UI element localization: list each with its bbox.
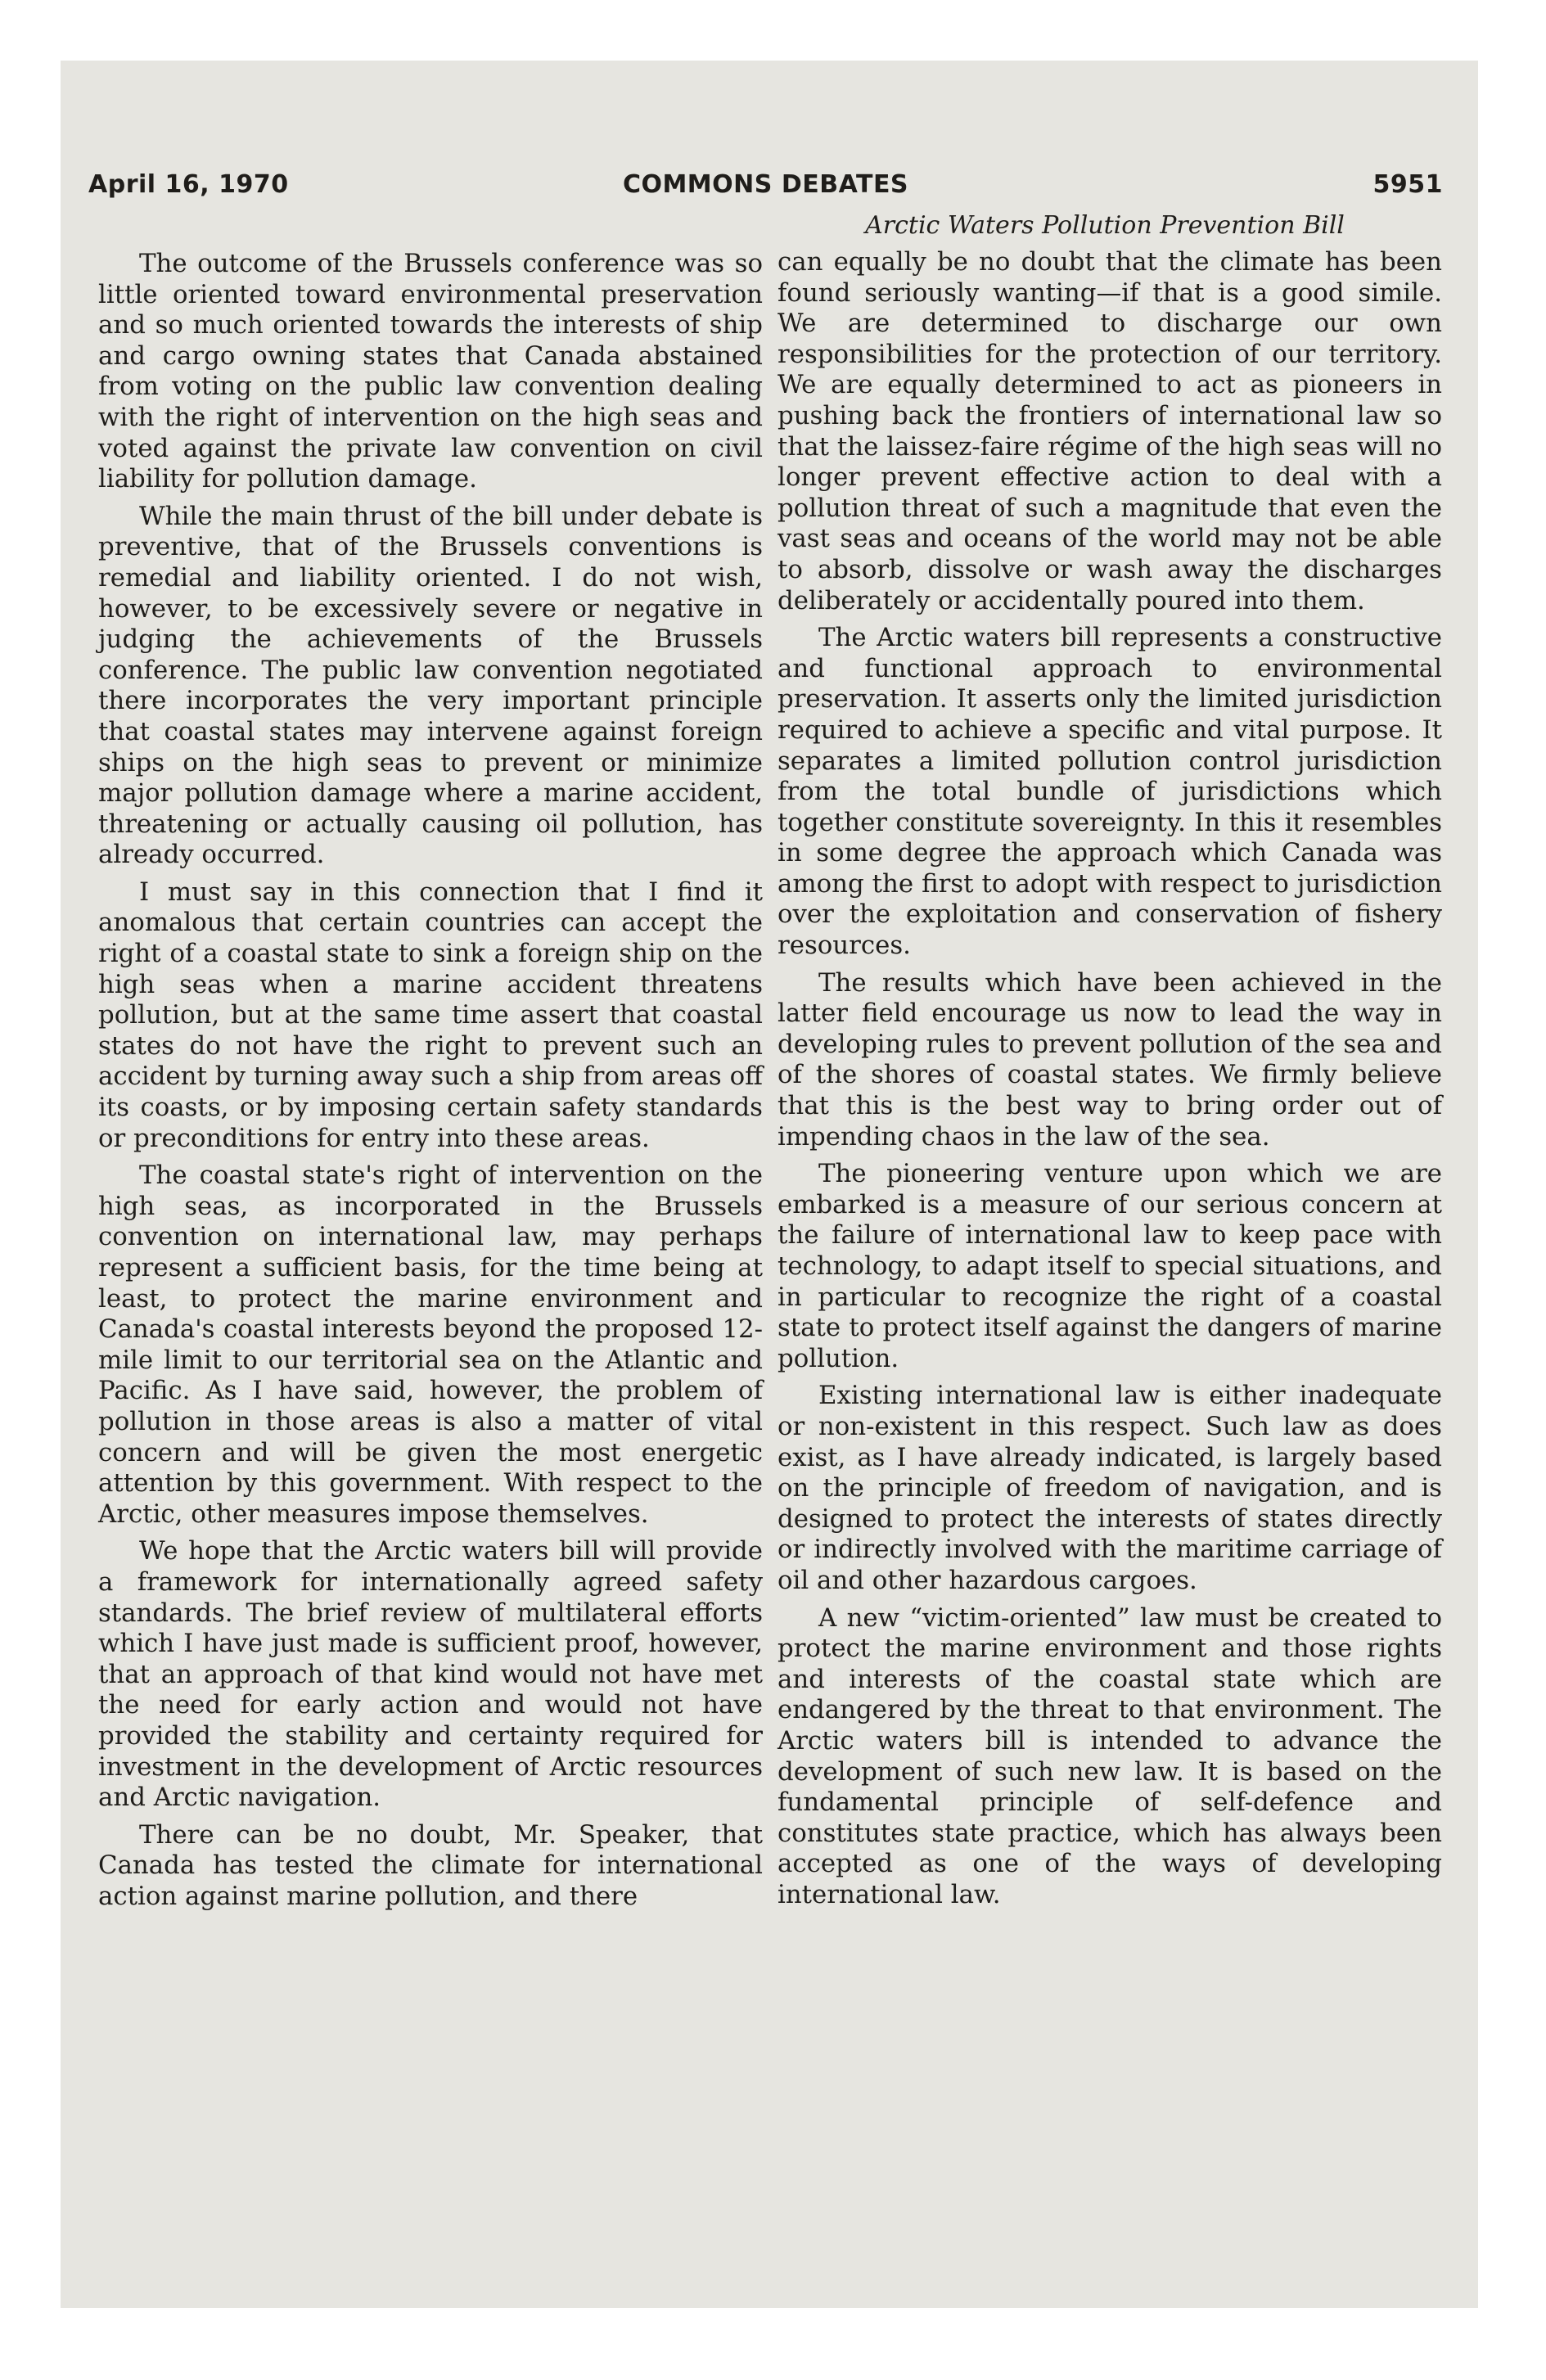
paragraph: The outcome of the Brussels conference was so little oriented toward environmental preservation and so much oriented towards the interests of ship and cargo owning states that Canada abstained from voting on the public law convention dealing with the right of intervention on the high seas and voted against the private law convention on civil liability for pollution damage.: [98, 249, 763, 494]
page-header: [88, 170, 1443, 211]
paragraph: The Arctic waters bill represents a constructive and functional approach to environmental preservation. It asserts only the limited jurisdiction required to achieve a specific and vital purpose. It separates a limited pollution control jurisdiction from the total bundle of jurisdictions which together constitute sovereignty. In this it resembles in some degree the approach which Canada was among the first to adopt with respect to jurisdiction over the exploitation and conservation of fishery resources.: [778, 623, 1442, 961]
right-column: [778, 247, 1442, 1917]
paragraph: Existing international law is either inadequate or non-existent in this respect. Such law as does exist, as I have already indicated, is largely based on the principle of freedom of navigation, and is designed to protect the interests of states directly or indirectly involved with the maritime carriage of oil and other hazardous cargoes.: [778, 1381, 1442, 1595]
paragraph: I must say in this connection that I find it anomalous that certain countries can accept the right of a coastal state to sink a foreign ship on the high seas when a marine accident threatens pollution, but at the same time assert that coastal states do not have the right to prevent such an accident by turning away such a ship from areas off its coasts, or by imposing certain safety standards or preconditions for entry into these areas.: [98, 877, 763, 1153]
paragraph: We hope that the Arctic waters bill will provide a framework for internationally agreed safety standards. The brief review of multilateral efforts which I have just made is sufficient proof, however, that an approach of that kind would not have met the need for early action and would not have provided the stability and certainty required for investment in the development of Arctic resources and Arctic navigation.: [98, 1536, 763, 1813]
header-title: COMMONS DEBATES: [622, 170, 909, 199]
paragraph: There can be no doubt, Mr. Speaker, that Canada has tested the climate for international action against marine pollution, and there: [98, 1819, 763, 1911]
header-page-number: 5951: [1372, 170, 1443, 199]
left-column: [98, 249, 763, 1918]
header-date: April 16, 1970: [88, 170, 289, 199]
paragraph: The results which have been achieved in the latter field encourage us now to lead the way in developing rules to prevent pollution of the sea and of the shores of coastal states. We firmly believe that this is the best way to bring order out of impending chaos in the law of the sea.: [778, 967, 1442, 1152]
running-subheading: Arctic Waters Pollution Prevention Bill: [865, 211, 1345, 240]
paragraph: can equally be no doubt that the climate has been found seriously wanting—if that is a good simile. We are determined to discharge our own responsibilities for the protection of our territory. We are equally determined to act as pioneers in pushing back the frontiers of international law so that the laissez-faire régime of the high seas will no longer prevent effective action to deal with a pollution threat of such a magnitude that even the vast seas and oceans of the world may not be able to absorb, dissolve or wash away the discharges deliberately or accidentally poured into them.: [778, 247, 1442, 615]
paragraph: While the main thrust of the bill under debate is preventive, that of the Brussels conventions is remedial and liability oriented. I do not wish, however, to be excessively severe or negative in judging the achievements of the Brussels conference. The public law convention negotiated there incorporates the very important principle that coastal states may intervene against foreign ships on the high seas to prevent or minimize major pollution damage where a marine accident, threatening or actually causing oil pollution, has already occurred.: [98, 501, 763, 870]
paragraph: The coastal state's right of intervention on the high seas, as incorporated in the Brussels convention on international law, may perhaps represent a sufficient basis, for the time being at least, to protect the marine environment and Canada's coastal interests beyond the proposed 12-mile limit to our territorial sea on the Atlantic and Pacific. As I have said, however, the problem of pollution in those areas is also a matter of vital concern and will be given the most energetic attention by this government. With respect to the Arctic, other measures impose themselves.: [98, 1161, 763, 1529]
paragraph: The pioneering venture upon which we are embarked is a measure of our serious concern at the failure of international law to keep pace with technology, to adapt itself to special situations, and in particular to recognize the right of a coastal state to protect itself against the dangers of marine pollution.: [778, 1159, 1442, 1373]
paragraph: A new “victim-oriented” law must be created to protect the marine environment and those rights and interests of the coastal state which are endangered by the threat to that environment. The Arctic waters bill is intended to advance the development of such new law. It is based on the fundamental principle of self-defence and constitutes state practice, which has always been accepted as one of the ways of developing international law.: [778, 1602, 1442, 1909]
